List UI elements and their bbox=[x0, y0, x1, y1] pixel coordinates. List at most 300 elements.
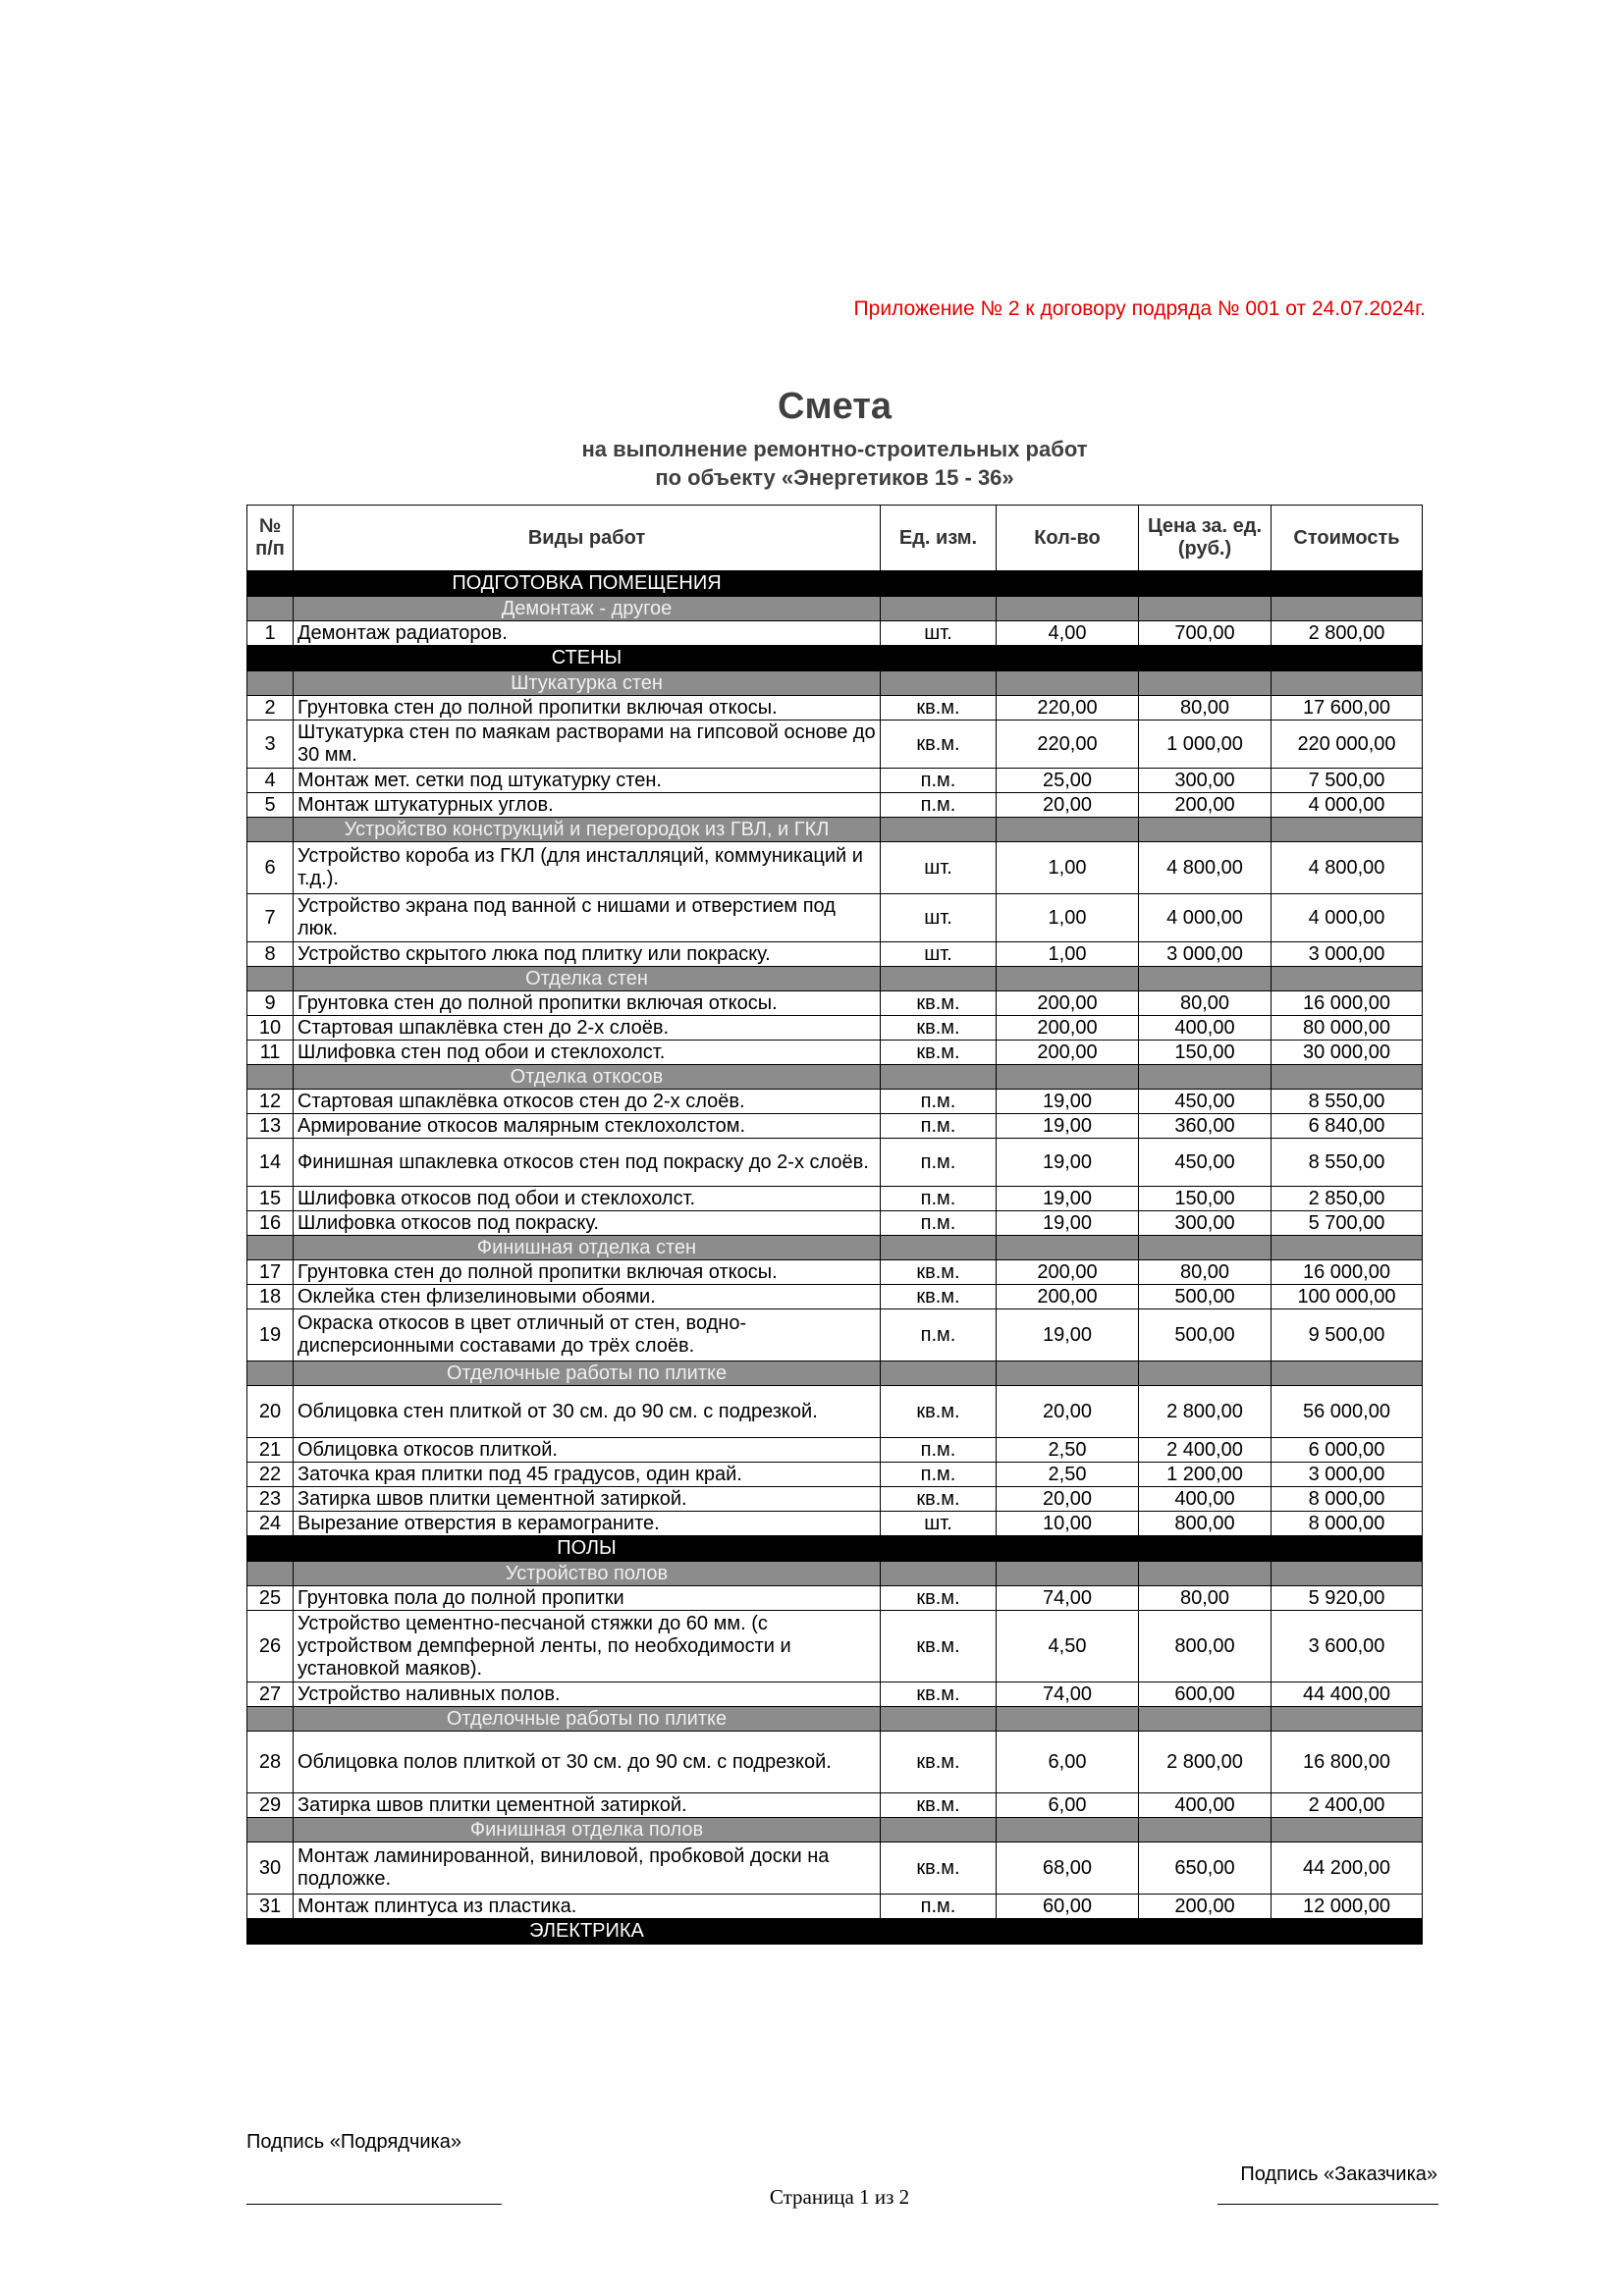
subsection-cell bbox=[997, 1707, 1139, 1732]
object-subtitle: по объекту «Энергетиков 15 - 36» bbox=[655, 465, 1014, 490]
item-qty: 19,00 bbox=[997, 1139, 1139, 1187]
item-qty: 200,00 bbox=[997, 991, 1139, 1016]
item-cost: 100 000,00 bbox=[1272, 1285, 1423, 1309]
item-number: 11 bbox=[247, 1041, 294, 1065]
item-cost: 16 800,00 bbox=[1272, 1732, 1423, 1793]
header-price: Цена за. ед. (руб.) bbox=[1139, 506, 1272, 571]
item-cost: 4 000,00 bbox=[1272, 793, 1423, 818]
subsection-cell bbox=[1272, 1818, 1423, 1842]
item-qty: 19,00 bbox=[997, 1090, 1139, 1114]
subsection-row bbox=[247, 1818, 1423, 1842]
item-unit: п.м. bbox=[881, 1090, 997, 1114]
item-number: 27 bbox=[247, 1682, 294, 1707]
item-cost: 6 000,00 bbox=[1272, 1438, 1423, 1463]
item-name: Финишная шпаклевка откосов стен под покраску до 2-х слоёв. bbox=[294, 1139, 881, 1187]
subsection-label: Отделка стен bbox=[294, 967, 881, 991]
item-unit: шт. bbox=[881, 842, 997, 894]
item-name: Заточка края плитки под 45 градусов, один край. bbox=[294, 1463, 881, 1487]
subsection-row bbox=[247, 1707, 1423, 1732]
item-unit: кв.м. bbox=[881, 1487, 997, 1512]
section-label: ПОДГОТОВКА ПОМЕЩЕНИЯ bbox=[294, 571, 881, 597]
item-price: 450,00 bbox=[1139, 1090, 1272, 1114]
subsection-cell bbox=[997, 1562, 1139, 1586]
section-spacer bbox=[247, 571, 294, 597]
item-price: 2 800,00 bbox=[1139, 1732, 1272, 1793]
subsection-cell bbox=[997, 818, 1139, 842]
section-spacer bbox=[881, 1919, 1423, 1945]
subsection-cell bbox=[881, 1818, 997, 1842]
item-number: 23 bbox=[247, 1487, 294, 1512]
item-cost: 6 840,00 bbox=[1272, 1114, 1423, 1139]
item-unit: п.м. bbox=[881, 1309, 997, 1362]
subsection-cell bbox=[1139, 1818, 1272, 1842]
item-qty: 4,00 bbox=[997, 621, 1139, 646]
item-number: 29 bbox=[247, 1793, 294, 1818]
item-unit: кв.м. bbox=[881, 1041, 997, 1065]
subsection-cell bbox=[1139, 967, 1272, 991]
item-unit: кв.м. bbox=[881, 1285, 997, 1309]
item-price: 4 800,00 bbox=[1139, 842, 1272, 894]
item-cost: 16 000,00 bbox=[1272, 991, 1423, 1016]
item-unit: п.м. bbox=[881, 793, 997, 818]
table-row bbox=[247, 1386, 1423, 1438]
table-row bbox=[247, 1895, 1423, 1919]
item-unit: кв.м. bbox=[881, 1682, 997, 1707]
item-price: 500,00 bbox=[1139, 1309, 1272, 1362]
subsection-cell bbox=[1272, 1236, 1423, 1260]
section-row bbox=[247, 571, 1423, 597]
subsection-cell bbox=[247, 818, 294, 842]
section-row bbox=[247, 1919, 1423, 1945]
table-row bbox=[247, 621, 1423, 646]
item-number: 12 bbox=[247, 1090, 294, 1114]
subsection-cell bbox=[1139, 1562, 1272, 1586]
item-cost: 4 800,00 bbox=[1272, 842, 1423, 894]
item-qty: 60,00 bbox=[997, 1895, 1139, 1919]
item-price: 1 000,00 bbox=[1139, 721, 1272, 769]
item-qty: 200,00 bbox=[997, 1041, 1139, 1065]
item-qty: 10,00 bbox=[997, 1512, 1139, 1536]
subsection-row bbox=[247, 1236, 1423, 1260]
item-number: 30 bbox=[247, 1842, 294, 1895]
item-qty: 1,00 bbox=[997, 842, 1139, 894]
subsection-cell bbox=[1272, 671, 1423, 696]
subsection-cell bbox=[881, 671, 997, 696]
item-qty: 200,00 bbox=[997, 1016, 1139, 1041]
page-number: Страница 1 из 2 bbox=[769, 2185, 910, 2209]
item-name: Устройство скрытого люка под плитку или покраску. bbox=[294, 942, 881, 967]
item-qty: 2,50 bbox=[997, 1438, 1139, 1463]
table-row bbox=[247, 991, 1423, 1016]
section-spacer bbox=[881, 1536, 1423, 1562]
item-name: Устройство короба из ГКЛ (для инсталляций, коммуникаций и т.д.). bbox=[294, 842, 881, 894]
subsection-row bbox=[247, 671, 1423, 696]
item-number: 31 bbox=[247, 1895, 294, 1919]
section-label: ПОЛЫ bbox=[294, 1536, 881, 1562]
item-name: Затирка швов плитки цементной затиркой. bbox=[294, 1793, 881, 1818]
subsection-cell bbox=[1272, 1707, 1423, 1732]
item-name: Стартовая шпаклёвка стен до 2-х слоёв. bbox=[294, 1016, 881, 1041]
subsection-cell bbox=[1272, 967, 1423, 991]
item-number: 13 bbox=[247, 1114, 294, 1139]
item-cost: 3 000,00 bbox=[1272, 942, 1423, 967]
item-unit: п.м. bbox=[881, 1463, 997, 1487]
item-price: 450,00 bbox=[1139, 1139, 1272, 1187]
item-number: 24 bbox=[247, 1512, 294, 1536]
item-qty: 19,00 bbox=[997, 1187, 1139, 1211]
subsection-cell bbox=[997, 967, 1139, 991]
item-cost: 80 000,00 bbox=[1272, 1016, 1423, 1041]
item-number: 1 bbox=[247, 621, 294, 646]
item-name: Затирка швов плитки цементной затиркой. bbox=[294, 1487, 881, 1512]
item-price: 3 000,00 bbox=[1139, 942, 1272, 967]
item-name: Шлифовка откосов под покраску. bbox=[294, 1211, 881, 1236]
subsection-cell bbox=[881, 597, 997, 621]
item-name: Облицовка стен плиткой от 30 см. до 90 см. с подрезкой. bbox=[294, 1386, 881, 1438]
item-unit: шт. bbox=[881, 621, 997, 646]
item-price: 800,00 bbox=[1139, 1512, 1272, 1536]
item-cost: 12 000,00 bbox=[1272, 1895, 1423, 1919]
document-title: Смета bbox=[778, 386, 892, 427]
item-cost: 3 600,00 bbox=[1272, 1611, 1423, 1682]
table-row bbox=[247, 1260, 1423, 1285]
subsection-cell bbox=[1139, 1236, 1272, 1260]
item-name: Устройство экрана под ванной с нишами и отверстием под люк. bbox=[294, 894, 881, 942]
subsection-cell bbox=[881, 1562, 997, 1586]
item-name: Демонтаж радиаторов. bbox=[294, 621, 881, 646]
subsection-cell bbox=[997, 597, 1139, 621]
item-unit: п.м. bbox=[881, 1438, 997, 1463]
item-price: 80,00 bbox=[1139, 1586, 1272, 1611]
item-unit: кв.м. bbox=[881, 1611, 997, 1682]
subsection-cell bbox=[881, 1065, 997, 1090]
subsection-cell bbox=[247, 1065, 294, 1090]
item-unit: кв.м. bbox=[881, 1586, 997, 1611]
customer-signature-line bbox=[1218, 2204, 1438, 2205]
item-cost: 44 200,00 bbox=[1272, 1842, 1423, 1895]
table-row bbox=[247, 1041, 1423, 1065]
item-price: 200,00 bbox=[1139, 1895, 1272, 1919]
item-qty: 4,50 bbox=[997, 1611, 1139, 1682]
subsection-cell bbox=[881, 967, 997, 991]
subsection-cell bbox=[1272, 1562, 1423, 1586]
item-cost: 9 500,00 bbox=[1272, 1309, 1423, 1362]
item-number: 5 bbox=[247, 793, 294, 818]
item-qty: 19,00 bbox=[997, 1114, 1139, 1139]
item-qty: 20,00 bbox=[997, 1487, 1139, 1512]
subsection-cell bbox=[997, 1065, 1139, 1090]
item-number: 14 bbox=[247, 1139, 294, 1187]
item-qty: 20,00 bbox=[997, 1386, 1139, 1438]
header-qty: Кол-во bbox=[997, 506, 1139, 571]
item-name: Облицовка откосов плиткой. bbox=[294, 1438, 881, 1463]
table-row bbox=[247, 1682, 1423, 1707]
item-price: 150,00 bbox=[1139, 1041, 1272, 1065]
item-number: 8 bbox=[247, 942, 294, 967]
header-name: Виды работ bbox=[294, 506, 881, 571]
item-name: Оклейка стен флизелиновыми обоями. bbox=[294, 1285, 881, 1309]
item-unit: кв.м. bbox=[881, 1386, 997, 1438]
item-price: 400,00 bbox=[1139, 1487, 1272, 1512]
document-subtitle: на выполнение ремонтно-строительных работ bbox=[581, 437, 1088, 461]
subsection-cell bbox=[1139, 1707, 1272, 1732]
item-unit: п.м. bbox=[881, 1895, 997, 1919]
item-price: 2 400,00 bbox=[1139, 1438, 1272, 1463]
subsection-row bbox=[247, 818, 1423, 842]
subsection-label: Финишная отделка стен bbox=[294, 1236, 881, 1260]
subsection-cell bbox=[1139, 1065, 1272, 1090]
item-number: 3 bbox=[247, 721, 294, 769]
item-name: Устройство цементно-песчаной стяжки до 60 мм. (с устройством демпферной ленты, по необходимости и установкой маяков). bbox=[294, 1611, 881, 1682]
item-name: Армирование откосов малярным стеклохолстом. bbox=[294, 1114, 881, 1139]
subsection-cell bbox=[881, 1707, 997, 1732]
item-unit: шт. bbox=[881, 894, 997, 942]
item-cost: 7 500,00 bbox=[1272, 769, 1423, 793]
subsection-label: Штукатурка стен bbox=[294, 671, 881, 696]
item-unit: кв.м. bbox=[881, 1260, 997, 1285]
item-name: Грунтовка пола до полной пропитки bbox=[294, 1586, 881, 1611]
subsection-cell bbox=[1139, 1362, 1272, 1386]
item-number: 10 bbox=[247, 1016, 294, 1041]
item-qty: 200,00 bbox=[997, 1285, 1139, 1309]
item-qty: 19,00 bbox=[997, 1309, 1139, 1362]
section-spacer bbox=[881, 571, 1423, 597]
subsection-cell bbox=[247, 1562, 294, 1586]
item-name: Устройство наливных полов. bbox=[294, 1682, 881, 1707]
item-name: Монтаж мет. сетки под штукатурку стен. bbox=[294, 769, 881, 793]
table-row bbox=[247, 1793, 1423, 1818]
table-row bbox=[247, 1512, 1423, 1536]
subsection-cell bbox=[247, 1818, 294, 1842]
subsection-cell bbox=[1272, 818, 1423, 842]
table-row bbox=[247, 1211, 1423, 1236]
table-row bbox=[247, 1187, 1423, 1211]
table-row bbox=[247, 1732, 1423, 1793]
item-qty: 220,00 bbox=[997, 721, 1139, 769]
item-number: 18 bbox=[247, 1285, 294, 1309]
subsection-cell bbox=[881, 1236, 997, 1260]
item-qty: 2,50 bbox=[997, 1463, 1139, 1487]
item-cost: 3 000,00 bbox=[1272, 1463, 1423, 1487]
item-cost: 8 000,00 bbox=[1272, 1487, 1423, 1512]
subsection-label: Отделочные работы по плитке bbox=[294, 1707, 881, 1732]
item-price: 1 200,00 bbox=[1139, 1463, 1272, 1487]
item-cost: 2 850,00 bbox=[1272, 1187, 1423, 1211]
section-spacer bbox=[247, 1919, 294, 1945]
item-number: 19 bbox=[247, 1309, 294, 1362]
item-cost: 56 000,00 bbox=[1272, 1386, 1423, 1438]
item-cost: 2 800,00 bbox=[1272, 621, 1423, 646]
item-name: Стартовая шпаклёвка откосов стен до 2-х слоёв. bbox=[294, 1090, 881, 1114]
table-row bbox=[247, 894, 1423, 942]
section-label: ЭЛЕКТРИКА bbox=[294, 1919, 881, 1945]
table-header bbox=[247, 506, 1423, 571]
section-spacer bbox=[247, 646, 294, 671]
item-name: Облицовка полов плиткой от 30 см. до 90 см. с подрезкой. bbox=[294, 1732, 881, 1793]
item-name: Шлифовка стен под обои и стеклохолст. bbox=[294, 1041, 881, 1065]
estimate-table bbox=[246, 505, 1423, 1945]
subsection-row bbox=[247, 967, 1423, 991]
item-price: 300,00 bbox=[1139, 1211, 1272, 1236]
appendix-note: Приложение № 2 к договору подряда № 001 от 24.07.2024г. bbox=[853, 297, 1426, 320]
subsection-cell bbox=[881, 818, 997, 842]
item-qty: 74,00 bbox=[997, 1586, 1139, 1611]
item-qty: 1,00 bbox=[997, 894, 1139, 942]
item-price: 800,00 bbox=[1139, 1611, 1272, 1682]
item-qty: 68,00 bbox=[997, 1842, 1139, 1895]
item-number: 9 bbox=[247, 991, 294, 1016]
subsection-cell bbox=[1139, 818, 1272, 842]
table-row bbox=[247, 1114, 1423, 1139]
item-cost: 8 000,00 bbox=[1272, 1512, 1423, 1536]
item-name: Шлифовка откосов под обои и стеклохолст. bbox=[294, 1187, 881, 1211]
item-price: 500,00 bbox=[1139, 1285, 1272, 1309]
subsection-cell bbox=[247, 597, 294, 621]
section-row bbox=[247, 1536, 1423, 1562]
item-cost: 220 000,00 bbox=[1272, 721, 1423, 769]
item-unit: кв.м. bbox=[881, 1016, 997, 1041]
customer-signature-label: Подпись «Заказчика» bbox=[1240, 2163, 1437, 2185]
header-num: № п/п bbox=[247, 506, 294, 571]
item-name: Грунтовка стен до полной пропитки включая откосы. bbox=[294, 991, 881, 1016]
subsection-cell bbox=[997, 1362, 1139, 1386]
item-qty: 25,00 bbox=[997, 769, 1139, 793]
item-price: 650,00 bbox=[1139, 1842, 1272, 1895]
item-price: 200,00 bbox=[1139, 793, 1272, 818]
item-cost: 8 550,00 bbox=[1272, 1139, 1423, 1187]
section-row bbox=[247, 646, 1423, 671]
item-unit: п.м. bbox=[881, 1139, 997, 1187]
item-price: 150,00 bbox=[1139, 1187, 1272, 1211]
item-unit: кв.м. bbox=[881, 1842, 997, 1895]
item-cost: 2 400,00 bbox=[1272, 1793, 1423, 1818]
subsection-cell bbox=[247, 671, 294, 696]
table-row bbox=[247, 942, 1423, 967]
table-row bbox=[247, 1139, 1423, 1187]
table-row bbox=[247, 1463, 1423, 1487]
item-price: 400,00 bbox=[1139, 1016, 1272, 1041]
section-spacer bbox=[881, 646, 1423, 671]
subsection-cell bbox=[1272, 1362, 1423, 1386]
item-unit: п.м. bbox=[881, 1211, 997, 1236]
item-number: 22 bbox=[247, 1463, 294, 1487]
table-row bbox=[247, 769, 1423, 793]
subsection-row bbox=[247, 597, 1423, 621]
section-spacer bbox=[247, 1536, 294, 1562]
subsection-row bbox=[247, 1562, 1423, 1586]
item-price: 700,00 bbox=[1139, 621, 1272, 646]
item-qty: 6,00 bbox=[997, 1793, 1139, 1818]
subsection-cell bbox=[247, 967, 294, 991]
subsection-cell bbox=[1139, 597, 1272, 621]
item-unit: п.м. bbox=[881, 1187, 997, 1211]
item-unit: кв.м. bbox=[881, 1732, 997, 1793]
subsection-cell bbox=[997, 671, 1139, 696]
item-unit: п.м. bbox=[881, 769, 997, 793]
subsection-label: Демонтаж - другое bbox=[294, 597, 881, 621]
item-qty: 1,00 bbox=[997, 942, 1139, 967]
item-qty: 200,00 bbox=[997, 1260, 1139, 1285]
item-number: 7 bbox=[247, 894, 294, 942]
item-number: 15 bbox=[247, 1187, 294, 1211]
item-name: Вырезание отверстия в керамограните. bbox=[294, 1512, 881, 1536]
subsection-cell bbox=[247, 1236, 294, 1260]
item-unit: кв.м. bbox=[881, 1793, 997, 1818]
header-cost: Стоимость bbox=[1272, 506, 1423, 571]
subsection-cell bbox=[247, 1362, 294, 1386]
item-number: 17 bbox=[247, 1260, 294, 1285]
subsection-row bbox=[247, 1362, 1423, 1386]
item-number: 20 bbox=[247, 1386, 294, 1438]
table-row bbox=[247, 1487, 1423, 1512]
subsection-label: Устройство полов bbox=[294, 1562, 881, 1586]
subsection-cell bbox=[997, 1236, 1139, 1260]
item-cost: 30 000,00 bbox=[1272, 1041, 1423, 1065]
subsection-label: Устройство конструкций и перегородок из ГВЛ, и ГКЛ bbox=[294, 818, 881, 842]
item-number: 2 bbox=[247, 696, 294, 721]
item-number: 6 bbox=[247, 842, 294, 894]
item-price: 4 000,00 bbox=[1139, 894, 1272, 942]
table-row bbox=[247, 696, 1423, 721]
subsection-cell bbox=[1272, 1065, 1423, 1090]
table-row bbox=[247, 1586, 1423, 1611]
item-number: 28 bbox=[247, 1732, 294, 1793]
item-unit: шт. bbox=[881, 942, 997, 967]
item-name: Монтаж штукатурных углов. bbox=[294, 793, 881, 818]
item-unit: кв.м. bbox=[881, 721, 997, 769]
item-price: 80,00 bbox=[1139, 696, 1272, 721]
item-cost: 8 550,00 bbox=[1272, 1090, 1423, 1114]
table-row bbox=[247, 721, 1423, 769]
subsection-label: Отделка откосов bbox=[294, 1065, 881, 1090]
item-unit: п.м. bbox=[881, 1114, 997, 1139]
subsection-label: Финишная отделка полов bbox=[294, 1818, 881, 1842]
item-qty: 6,00 bbox=[997, 1732, 1139, 1793]
item-number: 26 bbox=[247, 1611, 294, 1682]
item-cost: 4 000,00 bbox=[1272, 894, 1423, 942]
table-row bbox=[247, 1016, 1423, 1041]
item-cost: 17 600,00 bbox=[1272, 696, 1423, 721]
item-name: Грунтовка стен до полной пропитки включая откосы. bbox=[294, 1260, 881, 1285]
item-price: 600,00 bbox=[1139, 1682, 1272, 1707]
item-qty: 220,00 bbox=[997, 696, 1139, 721]
item-cost: 5 920,00 bbox=[1272, 1586, 1423, 1611]
item-name: Монтаж плинтуса из пластика. bbox=[294, 1895, 881, 1919]
table-row bbox=[247, 1438, 1423, 1463]
item-price: 80,00 bbox=[1139, 991, 1272, 1016]
header-unit: Ед. изм. bbox=[881, 506, 997, 571]
item-number: 16 bbox=[247, 1211, 294, 1236]
item-name: Штукатурка стен по маякам растворами на гипсовой основе до 30 мм. bbox=[294, 721, 881, 769]
item-unit: кв.м. bbox=[881, 991, 997, 1016]
item-name: Грунтовка стен до полной пропитки включая откосы. bbox=[294, 696, 881, 721]
item-unit: кв.м. bbox=[881, 696, 997, 721]
subsection-cell bbox=[1139, 671, 1272, 696]
subsection-label: Отделочные работы по плитке bbox=[294, 1362, 881, 1386]
subsection-cell bbox=[1272, 597, 1423, 621]
table-row bbox=[247, 1611, 1423, 1682]
section-label: СТЕНЫ bbox=[294, 646, 881, 671]
item-cost: 16 000,00 bbox=[1272, 1260, 1423, 1285]
subsection-cell bbox=[247, 1707, 294, 1732]
item-price: 360,00 bbox=[1139, 1114, 1272, 1139]
table-row bbox=[247, 842, 1423, 894]
subsection-row bbox=[247, 1065, 1423, 1090]
item-qty: 74,00 bbox=[997, 1682, 1139, 1707]
item-qty: 19,00 bbox=[997, 1211, 1139, 1236]
item-number: 21 bbox=[247, 1438, 294, 1463]
item-price: 2 800,00 bbox=[1139, 1386, 1272, 1438]
